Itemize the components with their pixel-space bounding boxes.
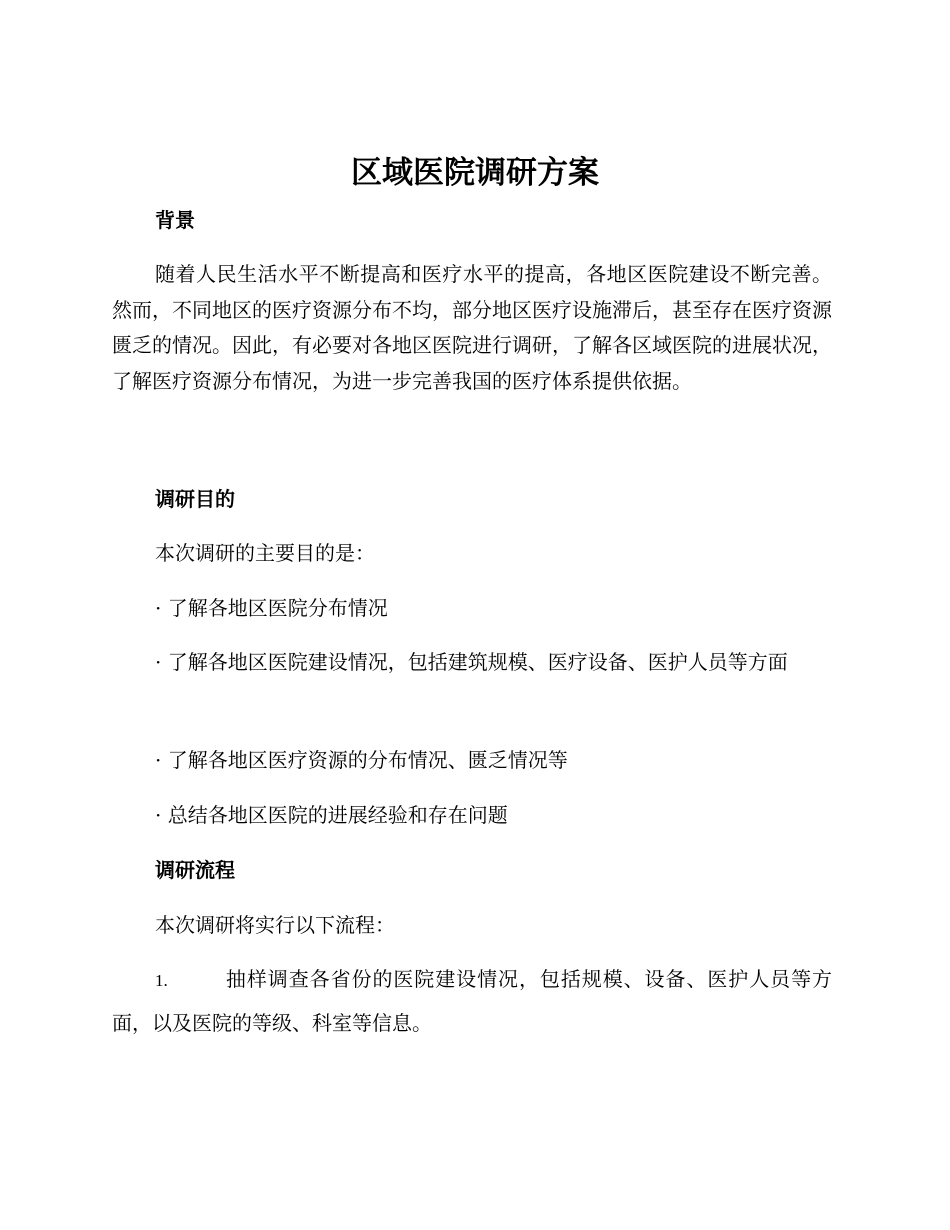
background-paragraph: 随着人民生活水平不断提高和医疗水平的提高，各地区医院建设不断完善。然而，不同地区的医疗资源分布不均，部分地区医疗设施滞后，甚至存在医疗资源匮乏的情况。因此，有必要对各地区医院进行调研，了解各区域医院的进展状况，了解医疗资源分布情况，为进一步完善我国的医疗体系提供依据。 bbox=[112, 262, 832, 393]
process-intro: 本次调研将实行以下流程： bbox=[155, 913, 395, 937]
step-text: 抽样调查各省份的医院建设情况，包括规模、设备、医护人员等方面，以及医院的等级、科室等信息。 bbox=[112, 967, 832, 1035]
purpose-item: · 了解各地区医院建设情况，包括建筑规模、医疗设备、医护人员等方面 bbox=[155, 650, 788, 674]
section-heading-purpose: 调研目的 bbox=[155, 487, 235, 511]
purpose-intro: 本次调研的主要目的是： bbox=[155, 541, 375, 565]
step-number: 1. bbox=[155, 971, 168, 990]
purpose-item: · 总结各地区医院的进展经验和存在问题 bbox=[155, 803, 508, 827]
purpose-item: · 了解各地区医院分布情况 bbox=[155, 596, 388, 620]
purpose-item: · 了解各地区医疗资源的分布情况、匮乏情况等 bbox=[155, 748, 568, 772]
document-title: 区域医院调研方案 bbox=[351, 155, 599, 191]
section-heading-background: 背景 bbox=[155, 208, 195, 232]
section-heading-process: 调研流程 bbox=[155, 858, 235, 882]
process-step bbox=[112, 958, 832, 1045]
